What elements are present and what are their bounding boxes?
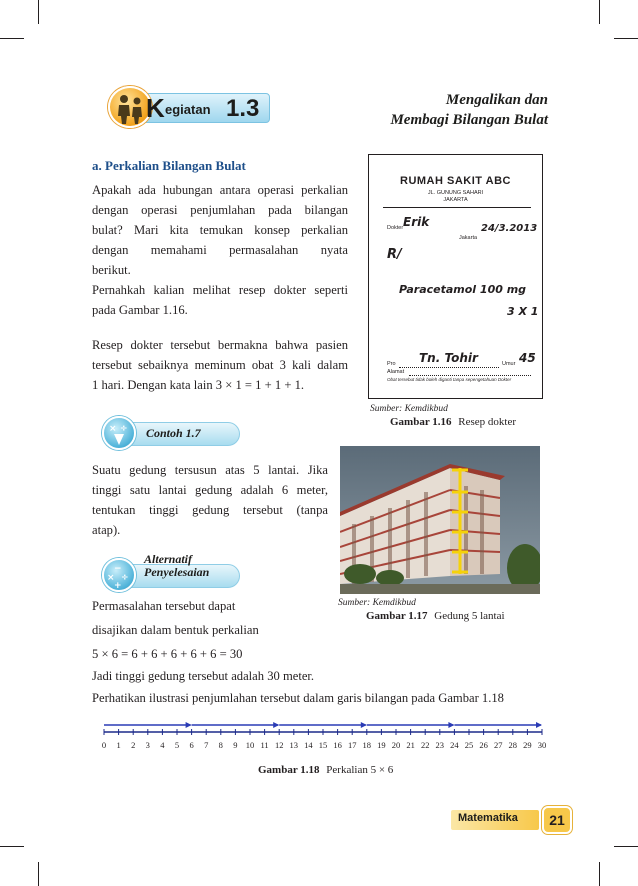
alternatif-label-line2: Penyelesaian <box>144 565 210 579</box>
chapter-title-line1: Mengalikan dan <box>445 92 548 108</box>
figure-117-caption <box>366 610 505 622</box>
svg-text:÷: ÷ <box>121 573 129 583</box>
paragraph-line: Resep dokter tersebut bermakna bahwa pasien <box>92 338 348 352</box>
hospital-address-1: JL. GUNUNG SAHARI <box>427 190 484 196</box>
alamat-dotted-line <box>409 375 531 376</box>
chapter-title-line2: Membagi Bilangan Bulat <box>390 112 548 128</box>
svg-text:+: + <box>114 581 122 590</box>
alternatif-label-line1: Alternatif <box>144 552 193 566</box>
number-line-tick-label: 30 <box>537 740 547 750</box>
number-line-tick-label: 5 <box>174 740 180 750</box>
alternatif-line-2: disajikan dalam bentuk perkalian <box>92 623 259 637</box>
kegiatan-banner <box>108 86 270 128</box>
number-line-tick-label: 9 <box>233 740 238 750</box>
number-line-tick-label: 21 <box>406 740 415 750</box>
section-heading: a. Perkalian Bilangan Bulat <box>92 158 246 173</box>
number-line-tick-label: 11 <box>260 740 269 750</box>
alamat-label: Alamat <box>387 369 405 375</box>
page-number: 21 <box>542 806 572 834</box>
number-line-tick-label: 2 <box>131 740 136 750</box>
paragraph-line: pada Gambar 1.16. <box>92 303 188 317</box>
pro-label: Pro <box>387 361 396 367</box>
crop-mark <box>38 0 39 24</box>
number-line-tick-label: 29 <box>523 740 532 750</box>
paragraph-line: tinggi satu lantai gedung adalah 6 meter, <box>92 483 328 497</box>
number-line-tick-label: 7 <box>204 740 209 750</box>
paragraph-line: bulat? Mari kita temukan konsep perkalian <box>92 223 348 237</box>
crop-mark <box>614 38 638 39</box>
figure-118-caption-label: Gambar 1.18 <box>258 764 320 776</box>
jump-arrow-head <box>273 722 279 728</box>
svg-text:−: − <box>114 564 122 574</box>
header-divider <box>383 207 531 208</box>
umur-label: Umur <box>502 361 516 367</box>
dokter-name: Erik <box>403 215 430 229</box>
prescription-warning: Obat tersebut tidak boleh diganti tanpa sepengetahuan Dokter <box>387 377 512 382</box>
paragraph-line: tersebut sebaiknya meminum obat 3 kali dalam <box>92 358 348 372</box>
crop-mark <box>0 846 24 847</box>
banner-number: 1.3 <box>226 95 260 122</box>
number-line-tick-label: 28 <box>508 740 518 750</box>
conclusion: Jadi tinggi gedung tersebut adalah 30 meter. <box>92 669 315 683</box>
crop-mark <box>0 38 24 39</box>
jakarta-label: Jakarta <box>459 235 478 241</box>
crop-mark <box>614 846 638 847</box>
paragraph-line: Apakah ada hubungan antara operasi perkalian <box>92 183 348 197</box>
operations-icon <box>102 558 136 592</box>
paragraph-line: dengan memahami permasalahan nyata <box>92 243 348 257</box>
number-line-tick-label: 4 <box>160 740 165 750</box>
figure-118-caption <box>258 764 393 776</box>
crop-mark <box>599 0 600 24</box>
drug-line: Paracetamol 100 mg <box>399 283 527 296</box>
jump-arrow-head <box>361 722 367 728</box>
jump-arrow-head <box>186 722 192 728</box>
figure-117-source: Sumber: Kemdikbud <box>338 598 416 608</box>
number-line <box>98 716 548 750</box>
number-line-tick-label: 0 <box>101 740 107 750</box>
number-line-tick-label: 27 <box>493 740 503 750</box>
prescription-figure <box>368 154 543 399</box>
number-line-tick-label: 8 <box>218 740 223 750</box>
number-line-tick-label: 12 <box>274 740 284 750</box>
contoh-text <box>92 460 328 540</box>
footer-subject: Matematika <box>458 812 518 824</box>
number-line-tick-label: 15 <box>318 740 328 750</box>
contoh-label: Contoh 1.7 <box>146 426 201 440</box>
figure-116-caption-text: Resep dokter <box>458 416 517 428</box>
figure-116-caption-label: Gambar 1.16 <box>390 416 452 428</box>
number-line-tick-label: 17 <box>347 740 357 750</box>
alternatif-label <box>144 553 209 579</box>
svg-text:×: × <box>107 573 115 583</box>
paragraph-line: berikut. <box>92 263 131 277</box>
paragraph-line: 1 hari. Dengan kata lain 3 × 1 = 1 + 1 + 1. <box>92 378 305 392</box>
number-line-tick-label: 10 <box>245 740 255 750</box>
paragraph-line: Pernahkah kalian melihat resep dokter seperti <box>92 283 348 297</box>
hospital-name: RUMAH SAKIT ABC <box>400 175 511 187</box>
number-line-tick-label: 19 <box>377 740 386 750</box>
chapter-title <box>330 90 548 130</box>
paragraph-line: Suatu gedung tersusun atas 5 lantai. Jika <box>92 463 328 477</box>
paragraph-3 <box>92 335 348 395</box>
number-line-tick-label: 22 <box>420 740 430 750</box>
number-line-tick-label: 18 <box>362 740 372 750</box>
figure-117-caption-text: Gedung 5 lantai <box>434 610 505 622</box>
number-line-tick-label: 14 <box>304 740 313 750</box>
patient-name: Tn. Tohir <box>419 351 478 365</box>
paragraph-line: atap). <box>92 523 121 537</box>
hospital-address-2: JAKARTA <box>443 197 468 203</box>
banner-word: egiatan <box>165 102 211 117</box>
svg-text:×: × <box>109 424 117 434</box>
number-line-tick-label: 23 <box>435 740 445 750</box>
equation: 5 × 6 = 6 + 6 + 6 + 6 + 6 = 30 <box>92 647 243 661</box>
paragraph-line: dengan operasi penjumlahan pada bilangan <box>92 203 348 217</box>
number-line-tick-label: 26 <box>479 740 488 750</box>
number-line-tick-label: 3 <box>145 740 150 750</box>
number-line-tick-label: 6 <box>189 740 194 750</box>
svg-text:÷: ÷ <box>120 424 128 434</box>
number-line-tick-label: 25 <box>464 740 474 750</box>
number-line-tick-label: 20 <box>391 740 401 750</box>
figure-117-caption-label: Gambar 1.17 <box>366 610 428 622</box>
figure-116-source: Sumber: Kemdikbud <box>370 404 448 414</box>
crop-mark <box>599 862 600 886</box>
jump-arrow-head <box>448 722 454 728</box>
number-line-tick-label: 24 <box>450 740 459 750</box>
prescription-date: 24/3.2013 <box>481 223 538 234</box>
dokter-label: Dokter <box>387 225 404 231</box>
figure-118-caption-text: Perkalian 5 × 6 <box>326 764 394 776</box>
number-line-tick-label: 16 <box>333 740 342 750</box>
jump-arrow-head <box>536 722 542 728</box>
pro-dotted-line <box>399 367 499 368</box>
illustration-text: Perhatikan ilustrasi penjumlahan tersebut dalam garis bilangan pada Gambar 1.18 <box>92 691 504 705</box>
figure-116-caption <box>390 416 516 428</box>
dose-line: 3 X 1 <box>507 305 539 318</box>
number-line-tick-label: 1 <box>116 740 121 750</box>
number-line-tick-label: 13 <box>289 740 299 750</box>
paragraph-line: tentukan tinggi gedung tersebut (tanpa <box>92 503 328 517</box>
banner-k: K <box>146 93 165 123</box>
paragraph-1 <box>92 180 348 280</box>
paragraph-2 <box>92 280 348 320</box>
crop-mark <box>38 862 39 886</box>
rx-symbol: R/ <box>387 247 402 262</box>
building-photo <box>340 446 540 594</box>
patient-age: 45 <box>519 351 536 365</box>
operations-icon <box>102 416 136 450</box>
alternatif-line-1: Permasalahan tersebut dapat <box>92 599 236 613</box>
